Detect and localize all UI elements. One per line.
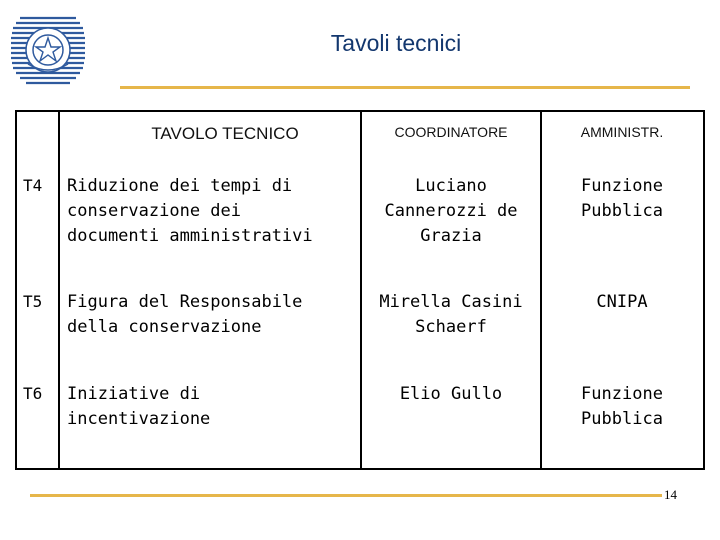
row-coordinator: Mirella Casini Schaerf <box>379 292 523 337</box>
slide-title: Tavoli tecnici <box>330 30 462 56</box>
table-border-right <box>703 110 705 470</box>
title-divider <box>120 86 690 89</box>
row-topic: Iniziative di incentivazione <box>67 384 211 429</box>
row-code: T4 <box>23 176 43 195</box>
technical-tables-table <box>15 110 705 470</box>
table-border-left <box>15 110 17 470</box>
footer-divider <box>30 494 662 497</box>
table-border-bottom <box>15 468 705 470</box>
row-administration: CNIPA <box>596 292 648 312</box>
header-coordinator: COORDINATORE <box>394 124 508 140</box>
table-column-divider <box>58 110 60 470</box>
row-code: T5 <box>23 292 43 311</box>
page-number: 14 <box>664 487 677 502</box>
header-topic: TAVOLO TECNICO <box>151 124 299 143</box>
table-border-top <box>15 110 705 112</box>
row-topic: Figura del Responsabile della conservazione <box>67 292 303 337</box>
header-administration: AMMINISTR. <box>580 124 664 140</box>
row-code: T6 <box>23 384 43 403</box>
row-coordinator: Luciano Cannerozzi de Grazia <box>384 176 518 246</box>
row-administration: Funzione Pubblica <box>581 384 663 429</box>
row-coordinator: Elio Gullo <box>399 384 503 404</box>
row-topic: Riduzione dei tempi di conservazione dei documenti amministrativi <box>67 176 313 246</box>
row-administration: Funzione Pubblica <box>581 176 663 221</box>
